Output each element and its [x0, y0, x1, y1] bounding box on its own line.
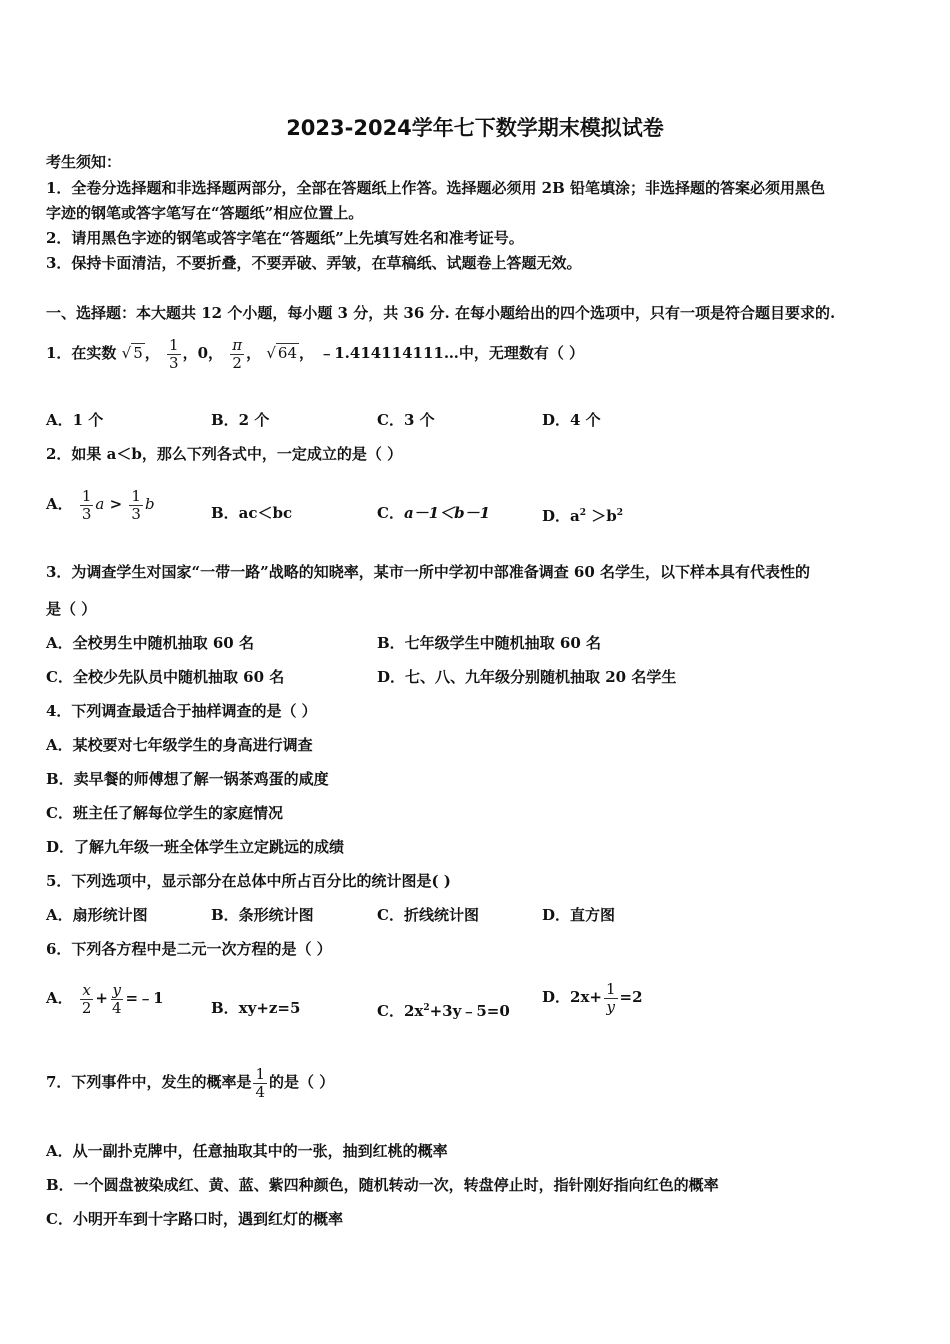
option-c[interactable]: C．折线统计图 — [377, 906, 479, 924]
notice-item: 字迹的钢笔或答字笔写在“答题纸”相应位置上。 — [46, 204, 364, 222]
fraction-1-3: $\frac{1}{3}$ — [81, 486, 92, 523]
sqrt-64: √ 64 — [266, 344, 297, 362]
option-c[interactable]: C．a－1＜b－1 — [377, 504, 491, 522]
option-c[interactable]: C．班主任了解每位学生的家庭情况 — [46, 804, 283, 822]
option-a[interactable]: A． $\frac{x}{2}$ + $\frac{y}{4}$ =﹣1 — [46, 980, 164, 1017]
question-3: 3．为调查学生对国家“一带一路”战略的知晓率，某市一所中学初中部准备调查 60 名学生，以下样本具有代表性的 — [46, 563, 811, 581]
option-a[interactable]: A．某校要对七年级学生的身高进行调查 — [46, 736, 313, 754]
fraction-pi-2: $\frac{\pi}{2}$ — [232, 335, 243, 372]
option-a[interactable]: A．扇形统计图 — [46, 906, 148, 924]
option-b[interactable]: B．卖早餐的师傅想了解一锅茶鸡蛋的咸度 — [46, 770, 329, 788]
fraction-1-y: $\frac{1}{y}$ — [605, 979, 616, 1016]
question-3-cont: 是（ ） — [46, 600, 97, 618]
question-7: 7．下列事件中，发生的概率是 $\frac{1}{4}$ 的是（ ） — [46, 1064, 335, 1101]
q1-prefix: 1．在实数 — [46, 344, 117, 362]
option-d[interactable]: D．4 个 — [542, 411, 601, 429]
question-4: 4．下列调查最适合于抽样调查的是（ ） — [46, 702, 317, 720]
option-a[interactable]: A．1 个 — [46, 411, 104, 429]
question-5: 5．下列选项中，显示部分在总体中所占百分比的统计图是( ) — [46, 872, 451, 890]
option-a[interactable]: A．从一副扑克牌中，任意抽取其中的一张，抽到红桃的概率 — [46, 1142, 448, 1160]
option-c[interactable]: C．3 个 — [377, 411, 435, 429]
fraction-1-3: $\frac{1}{3}$ — [169, 335, 179, 372]
notice-item: 2．请用黑色字迹的钢笔或答字笔在“答题纸”上先填写姓名和准考证号。 — [46, 229, 524, 247]
option-d[interactable]: D．2x+ $\frac{1}{y}$ =2 — [542, 979, 643, 1016]
q1-tail: ﹣1.414114111…中，无理数有（ ） — [319, 344, 585, 362]
notice-item: 3．保持卡面清洁，不要折叠，不要弄破、弄皱，在草稿纸、试题卷上答题无效。 — [46, 254, 582, 272]
option-a[interactable]: A． $\frac{1}{3}$ a > $\frac{1}{3}$ b — [46, 486, 155, 523]
option-b[interactable]: B．ac＜bc — [211, 504, 293, 522]
option-b[interactable]: B．一个圆盘被染成红、黄、蓝、紫四种颜色，随机转动一次，转盘停止时，指针刚好指向红色的概率 — [46, 1176, 719, 1194]
question-6: 6．下列各方程中是二元一次方程的是（ ） — [46, 940, 332, 958]
option-d[interactable]: D．$a^2 >b^2$ — [542, 507, 623, 525]
fraction-1-4: $\frac{1}{4}$ — [255, 1064, 265, 1101]
option-c[interactable]: C．$2x^2+3y﹣5=0$ — [377, 1002, 510, 1020]
fraction-x-2: $\frac{x}{2}$ — [81, 980, 92, 1017]
option-b[interactable]: B．2 个 — [211, 411, 270, 429]
option-c[interactable]: C．小明开车到十字路口时，遇到红灯的概率 — [46, 1210, 343, 1228]
option-d[interactable]: D．七、八、九年级分别随机抽取 20 名学生 — [377, 668, 677, 686]
option-a[interactable]: A．全校男生中随机抽取 60 名 — [46, 634, 254, 652]
sqrt-5: √ 5 — [121, 344, 143, 362]
option-b[interactable]: B．七年级学生中随机抽取 60 名 — [377, 634, 601, 652]
notice-item: 1．全卷分选择题和非选择题两部分，全部在答题纸上作答。选择题必须用 2B 铅笔填涂；非选择题的答案必须用黑色 — [46, 179, 826, 197]
option-b[interactable]: B．条形统计图 — [211, 906, 314, 924]
fraction-y-4: $\frac{y}{4}$ — [112, 980, 122, 1017]
page-title: 2023-2024学年七下数学期末模拟试卷 — [286, 116, 664, 140]
option-b[interactable]: B．xy+z=5 — [211, 999, 301, 1017]
question-2: 2．如果 a＜b，那么下列各式中，一定成立的是（ ） — [46, 445, 403, 463]
section-heading: 一、选择题：本大题共 12 个小题，每小题 3 分，共 36 分. 在每小题给出的四个选项中，只有一项是符合题目要求的. — [46, 304, 836, 322]
fraction-1-3: $\frac{1}{3}$ — [131, 486, 141, 523]
option-d[interactable]: D．直方图 — [542, 906, 616, 924]
option-d[interactable]: D．了解九年级一班全体学生立定跳远的成绩 — [46, 838, 345, 856]
notice-heading: 考生须知： — [46, 153, 122, 171]
option-c[interactable]: C．全校少先队员中随机抽取 60 名 — [46, 668, 285, 686]
question-1: 1．在实数 √ 5 ， $\frac{1}{3}$ ，0， $\frac{\pi}{2}$ ， √ 64 ， ﹣1.414114111…中，无理数有（ ） — [46, 335, 585, 372]
